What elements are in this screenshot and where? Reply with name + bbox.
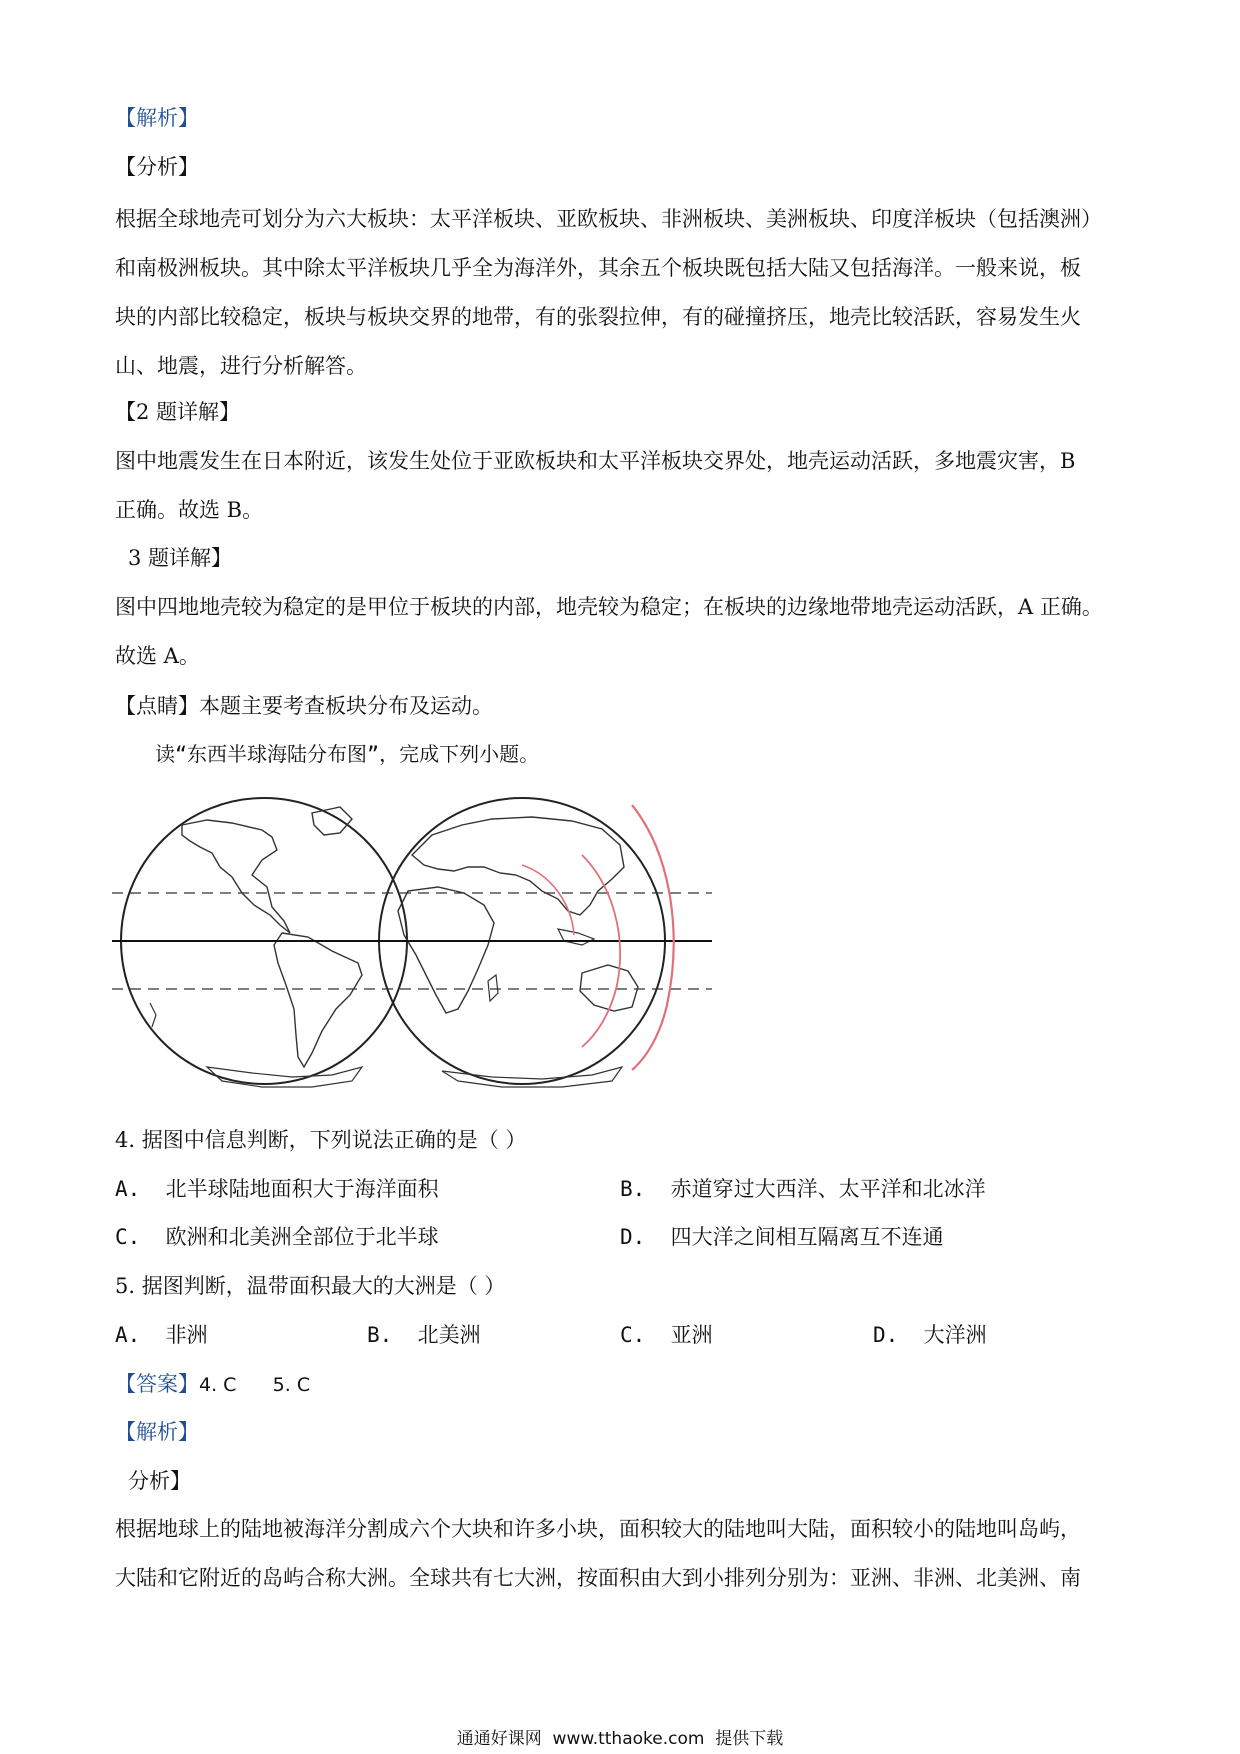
q5-option-c[interactable]: C. 亚洲 [620,1323,713,1347]
q4-stem: 4. 据图中信息判断，下列说法正确的是（ ） [115,1128,527,1152]
q5-stem: 5. 据图判断，温带面积最大的大洲是（ ） [115,1274,506,1298]
plate-analysis-paragraph [115,195,1131,391]
q2-detail-heading: 【2 题详解】 [115,400,241,424]
madagascar-outline [488,975,498,1001]
q2-detail-line: 正确。故选 B。 [115,498,264,522]
fenxi-label: 【分析】 [115,155,199,179]
continent-analysis-line: 大陆和它附近的岛屿合称大洲。全球共有七大洲，按面积由大到小排列分别为：亚洲、非洲、北美洲、南 [115,1566,1081,1590]
q4-option-c[interactable]: C. 欧洲和北美洲全部位于北半球 [115,1225,439,1249]
south-america-outline [274,933,362,1067]
q4-option-a[interactable]: A. 北半球陆地面积大于海洋面积 [115,1177,439,1201]
red-stamp-arc-outer [632,805,674,1070]
q5-option-d[interactable]: D. 大洋洲 [873,1323,987,1347]
q3-detail-heading: 3 题详解】 [128,546,233,570]
analysis-line: 和南极洲板块。其中除太平洋板块几乎全为海洋外，其余五个板块既包括大陆又包括海洋。一般来说，板 [115,256,1081,280]
antarctica-west-outline [207,1067,362,1087]
jiexi-label: 【解析】 [115,106,199,130]
q3-detail-paragraph [115,583,1131,681]
answer-line [115,1370,310,1399]
indonesia-outline [558,929,594,945]
answer-label: 【答案】 [115,1372,199,1396]
red-stamp-arc-inner [582,855,620,1047]
q5-option-a[interactable]: A. 非洲 [115,1323,208,1347]
continent-analysis-line: 根据地球上的陆地被海洋分割成六个大块和许多小块，面积较大的陆地叫大陆，面积较小的陆地叫岛屿， [115,1517,1081,1541]
q4-option-b[interactable]: B. 赤道穿过大西洋、太平洋和北冰洋 [620,1177,986,1201]
answer-values: 4. C 5. C [199,1374,311,1396]
q3-detail-line: 图中四地地壳较为稳定的是甲位于板块的内部，地壳较为稳定；在板块的边缘地带地壳运动活跃，A 正确。 [115,595,1103,619]
pacific-island-mark [150,1003,156,1027]
greenland-outline [312,807,352,835]
page-footer-source: 通通好课网 www.tthaoke.com 提供下载 [456,1729,784,1749]
q3-detail-line: 故选 A。 [115,644,200,668]
q5-option-b[interactable]: B. 北美洲 [367,1323,481,1347]
hemisphere-map [112,795,712,1095]
africa-outline [398,887,494,1013]
analysis-line: 根据全球地壳可划分为六大板块：太平洋板块、亚欧板块、非洲板块、美洲板块、印度洋板块（包括澳洲） [115,207,1102,231]
north-america-outline [182,820,290,933]
analysis-line: 山、地震，进行分析解答。 [115,354,367,378]
red-stamp-arc-small [522,865,574,935]
fenxi-label-2: 分析】 [128,1469,191,1493]
q2-detail-paragraph [115,437,1131,535]
jiexi-label-2: 【解析】 [115,1420,199,1444]
analysis-line: 块的内部比较稳定，板块与板块交界的地带，有的张裂拉伸，有的碰撞挤压，地壳比较活跃，容易发生火 [115,305,1081,329]
q2-detail-line: 图中地震发生在日本附近，该发生处位于亚欧板块和太平洋板块交界处，地壳运动活跃，多地震灾害，B [115,449,1076,473]
continent-analysis-paragraph [115,1505,1131,1603]
australia-outline [580,965,638,1011]
q4-option-d[interactable]: D. 四大洋之间相互隔离互不连通 [620,1225,944,1249]
map-material-intro: 读“东西半球海陆分布图”，完成下列小题。 [155,742,540,766]
dianjing-note: 【点睛】本题主要考查板块分布及运动。 [115,694,493,718]
